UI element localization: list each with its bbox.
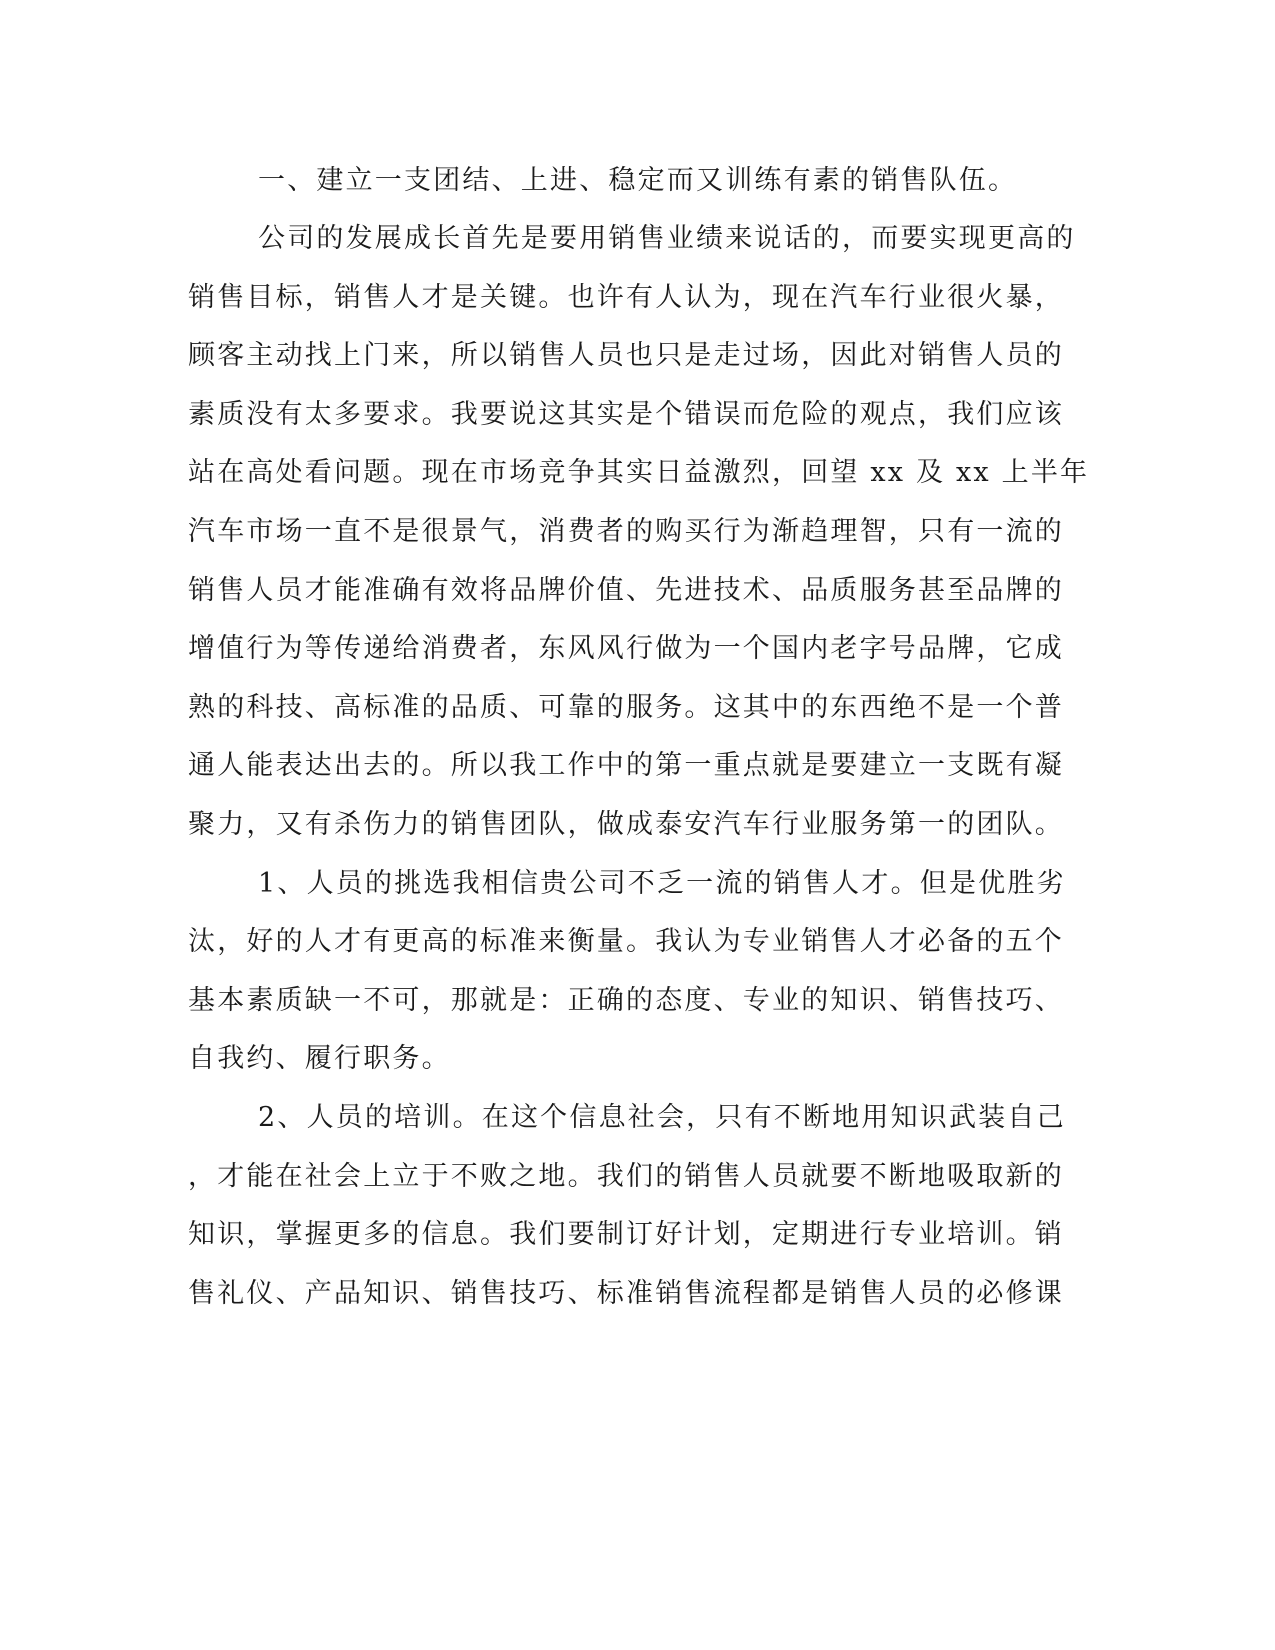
paragraph-line: 汽车市场一直不是很景气，消费者的购买行为渐趋理智，只有一流的 xyxy=(188,516,1064,547)
paragraph-line: ，才能在社会上立于不败之地。我们的销售人员就要不断地吸取新的 xyxy=(188,1161,1064,1192)
section-heading: 一、建立一支团结、上进、稳定而又训练有素的销售队伍。 xyxy=(258,165,1018,196)
paragraph-line: 熟的科技、高标准的品质、可靠的服务。这其中的东西绝不是一个普 xyxy=(188,692,1064,723)
paragraph-line: 公司的发展成长首先是要用销售业绩来说话的，而要实现更高的 xyxy=(258,223,1076,254)
paragraph-line: 通人能表达出去的。所以我工作中的第一重点就是要建立一支既有凝 xyxy=(188,750,1064,781)
paragraph-line: 基本素质缺一不可，那就是：正确的态度、专业的知识、销售技巧、 xyxy=(188,985,1064,1016)
paragraph-line: 汰，好的人才有更高的标准来衡量。我认为专业销售人才必备的五个 xyxy=(188,926,1064,957)
paragraph-line: 自我约、履行职务。 xyxy=(188,1043,451,1074)
paragraph-line: 1、人员的挑选我相信贵公司不乏一流的销售人才。但是优胜劣 xyxy=(258,868,1066,899)
paragraph-line: 素质没有太多要求。我要说这其实是个错误而危险的观点，我们应该 xyxy=(188,399,1064,430)
paragraph-line: 增值行为等传递给消费者，东风风行做为一个国内老字号品牌，它成 xyxy=(188,633,1064,664)
paragraph-line: 顾客主动找上门来，所以销售人员也只是走过场，因此对销售人员的 xyxy=(188,340,1064,371)
paragraph-line: 知识，掌握更多的信息。我们要制订好计划，定期进行专业培训。销 xyxy=(188,1219,1064,1250)
paragraph-line: 销售目标，销售人才是关键。也许有人认为，现在汽车行业很火暴， xyxy=(188,282,1064,313)
paragraph-line: 站在高处看问题。现在市场竞争其实日益激烈，回望 xx 及 xx 上半年 xyxy=(188,457,1090,488)
paragraph-line: 聚力，又有杀伤力的销售团队，做成泰安汽车行业服务第一的团队。 xyxy=(188,809,1064,840)
paragraph-line: 销售人员才能准确有效将品牌价值、先进技术、品质服务甚至品牌的 xyxy=(188,575,1064,606)
paragraph-line: 售礼仪、产品知识、销售技巧、标准销售流程都是销售人员的必修课 xyxy=(188,1278,1064,1309)
paragraph-line: 2、人员的培训。在这个信息社会，只有不断地用知识武装自己 xyxy=(258,1102,1066,1133)
